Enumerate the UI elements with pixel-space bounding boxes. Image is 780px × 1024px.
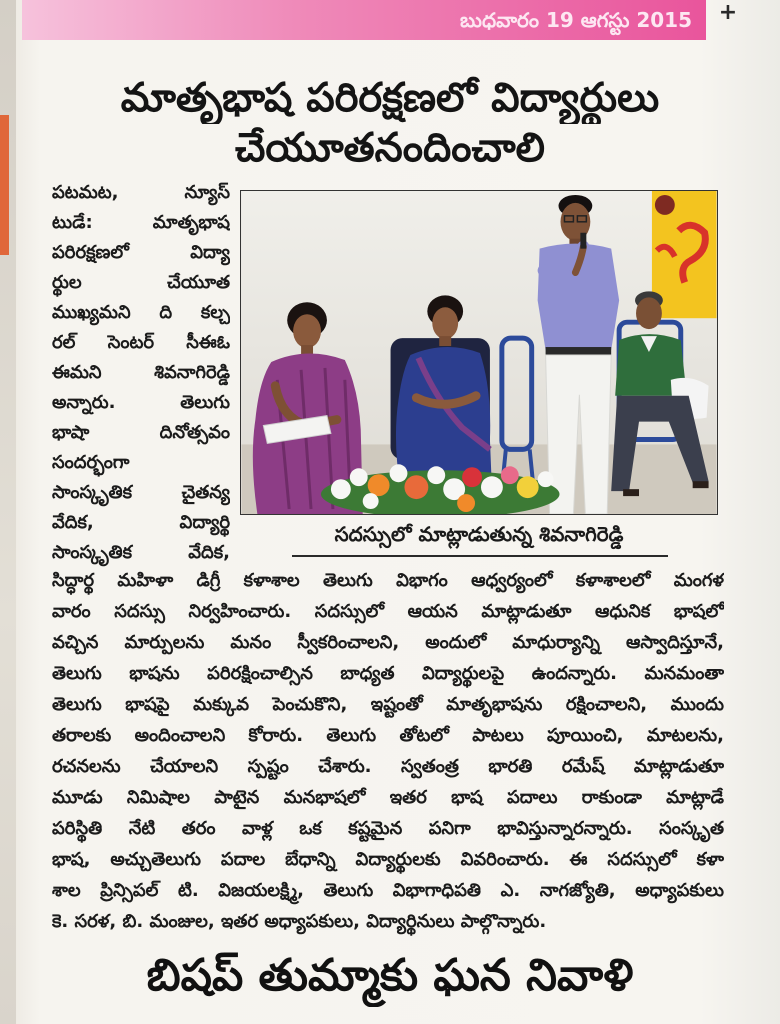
column-line: పరిరక్షణలో విద్యా xyxy=(52,242,230,263)
issue-date: బుధవారం 19 ఆగస్టు 2015 xyxy=(460,8,692,32)
article-lead-column xyxy=(52,178,230,568)
column-line: ముఖ్యమని ది కల్చ xyxy=(52,302,230,323)
body-line: రచనలను చేయాలని స్పష్టం చేశారు. స్వతంత్ర భారతి రమేష్ మాట్లాడుతూ xyxy=(52,756,724,777)
article-headline-line-1: మాతృభాష పరిరక్షణలో విద్యార్థులు xyxy=(120,75,660,121)
event-photo xyxy=(240,190,718,515)
body-line: కె. సరళ, బి. మంజుల, ఇతర అధ్యాపకులు, విద్యార్థినులు పాల్గొన్నారు. xyxy=(52,911,547,932)
article-headline-line-2: చేయూతనందించాలి xyxy=(235,125,545,171)
photo-caption: సదస్సులో మాట్లాడుతున్న శివనాగిరెడ్డి xyxy=(334,522,624,546)
article-body xyxy=(52,565,724,937)
dateline-source: టుడే: xyxy=(52,212,93,233)
column-line-text: మాతృభాష xyxy=(152,212,230,233)
body-line: పరిస్థితి నేటి తరం వాళ్ల ఒక కష్టమైన పనిగా భావిస్తున్నారన్నారు. సంస్కృత xyxy=(52,818,724,839)
adjacent-page-color-mark xyxy=(0,115,9,255)
caption-underline xyxy=(292,555,668,557)
column-line: రల్ సెంటర్ సీఈఓ xyxy=(52,332,230,353)
column-line: వేదిక, విద్యార్థి xyxy=(52,512,230,533)
column-line: సందర్భంగా xyxy=(52,452,130,473)
body-line: తెలుగు భాషను పరిరక్షించాల్సిన బాధ్యత విద్యార్థులపై ఉందన్నారు. మనమంతా xyxy=(52,663,724,684)
body-line: శాల ప్రిన్సిపల్ టి. విజయలక్ష్మి, తెలుగు విభాగాధిపతి ఎ. నాగజ్యోతి, అధ్యాపకులు xyxy=(52,880,724,901)
body-line: భాష, అచ్చుతెలుగు పదాల బేధాన్ని విద్యార్థులకు వివరించారు. ఈ సదస్సులో కళా xyxy=(52,849,724,870)
page-header-band xyxy=(22,0,706,40)
body-line: వచ్చిన మార్పులను మనం స్వీకరించాలని, అందులో మాధుర్యాన్ని ఆస్వాదిస్తూనే, xyxy=(52,632,724,653)
next-article-headline: బిషప్ తుమ్మాకు ఘన నివాళి xyxy=(146,950,634,1001)
body-line: వారం సదస్సు నిర్వహించారు. సదస్సులో ఆయన మాట్లాడుతూ ఆధునిక భాషలో xyxy=(52,601,724,622)
column-line: సాంస్కృతిక వేదిక, xyxy=(52,542,230,563)
column-line: భాషా దినోత్సవం xyxy=(52,422,230,443)
body-line: తెలుగు భాషపై మక్కువ పెంచుకొని, ఇష్టంతో మాతృభాషను రక్షించాలని, ముందు xyxy=(52,694,724,715)
column-line: ర్థుల చేయూత xyxy=(52,272,230,293)
column-line: అన్నారు. తెలుగు xyxy=(52,392,230,413)
body-line: మూడు నిమిషాల పాటైన మనభాషలో ఇతర భాష పదాలు రాకుండా మాట్లాడే xyxy=(52,787,724,808)
dateline-place: పటమట, న్యూస్ xyxy=(52,182,230,203)
column-line: సాంస్కృతిక చైతన్య xyxy=(52,482,230,503)
column-line xyxy=(52,208,230,238)
registration-plus-mark: + xyxy=(718,0,738,25)
column-line: ఈమని శివనాగిరెడ్డి xyxy=(52,362,230,383)
body-line: తరాలకు అందించాలని కోరారు. తెలుగు తోటలో పాటలు పూయించి, మాటలను, xyxy=(52,725,724,746)
body-line: సిద్ధార్థ మహిళా డిగ్రీ కళాశాల తెలుగు విభాగం ఆధ్వర్యంలో కళాశాలలో మంగళ xyxy=(52,570,724,591)
